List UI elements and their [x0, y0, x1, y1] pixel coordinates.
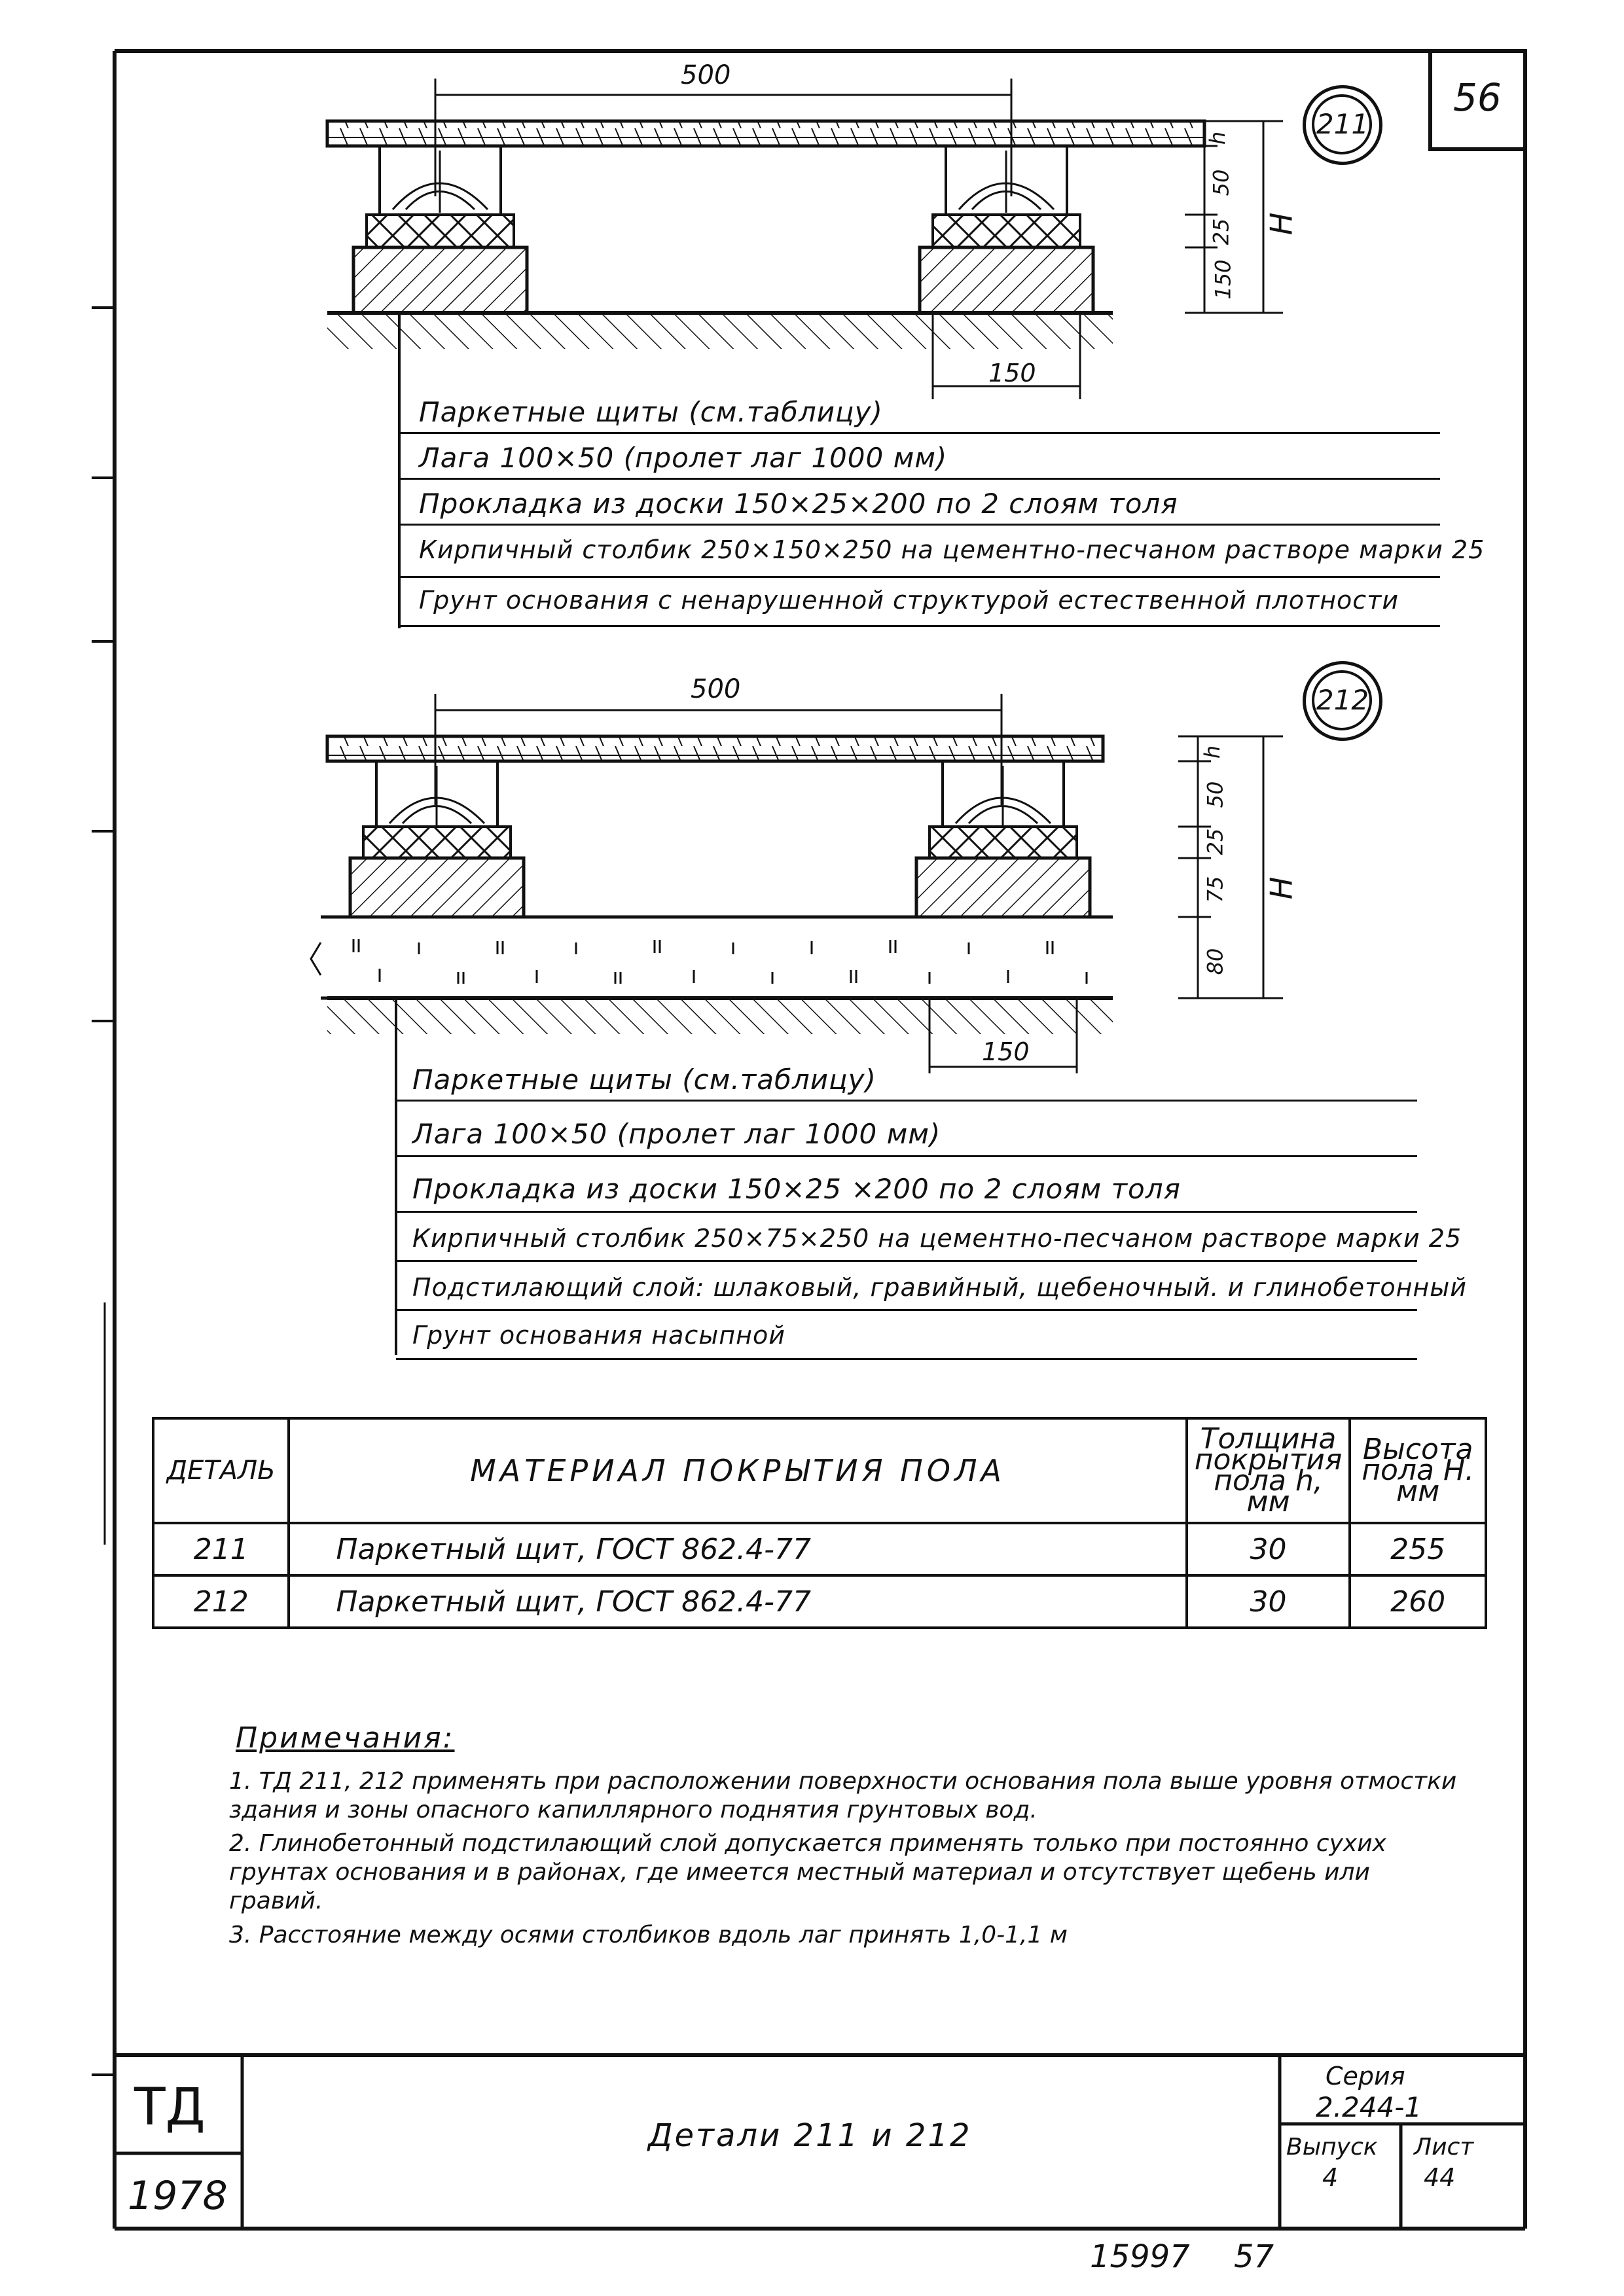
notes-title: Примечания:	[236, 1721, 455, 1755]
year: 1978	[128, 2173, 228, 2219]
note-3: 3. Расстояние между осями столбиков вдоль лаг принять 1,0-1,1 м	[229, 1922, 1068, 1948]
layer-211-1: Паркетные щиты (см.таблицу)	[419, 396, 883, 428]
layer-212-3: Прокладка из доски 150×25 ×200 по 2 слоям толя	[412, 1173, 1181, 1205]
dim-pad-212: 25	[1202, 828, 1228, 855]
row-height: 260	[1350, 1575, 1486, 1628]
dim-span-212: 500	[691, 674, 741, 704]
row-thickness: 30	[1187, 1575, 1350, 1628]
dim-H-212: H	[1263, 876, 1299, 900]
layer-211-5: Грунт основания с ненарушенной структурой естественной плотности	[419, 586, 1399, 615]
header-height: Высота пола Н. мм	[1350, 1418, 1486, 1523]
sheet-label: Лист	[1414, 2134, 1474, 2161]
row-detail: 212	[153, 1575, 289, 1628]
layer-212-2: Лага 100×50 (пролет лаг 1000 мм)	[412, 1118, 941, 1150]
dim-post-211: 150	[988, 359, 1036, 387]
dim-lag-211: 50	[1208, 169, 1234, 196]
dim-span-211: 500	[681, 60, 731, 90]
sheet-value: 44	[1424, 2163, 1456, 2192]
row-thickness: 30	[1187, 1523, 1350, 1575]
dim-base-211: 150	[1210, 259, 1236, 300]
dim-pad-211: 25	[1208, 218, 1234, 245]
header-thickness: Толщина покрытия пола h, мм	[1187, 1418, 1350, 1523]
layer-212-1: Паркетные щиты (см.таблицу)	[412, 1064, 876, 1096]
dim-post-212: 150	[982, 1037, 1030, 1066]
bottom-stamp: 15997	[1090, 2238, 1190, 2275]
drawing-title: Детали 211 и 212	[648, 2117, 972, 2154]
dim-h-212: h	[1200, 745, 1225, 759]
note-2: 2. Глинобетонный подстилающий слой допускается применять только при постоянно сухих грунтах основания и в районах, где имеется местный материал и отсутствует щебень или гравий.	[229, 1830, 1386, 1914]
bottom-page: 57	[1234, 2238, 1274, 2275]
row-height: 255	[1350, 1523, 1486, 1575]
dim-base-212: 75	[1202, 876, 1228, 903]
detail-212-number: 212	[1316, 684, 1369, 716]
header-detail: ДЕТАЛЬ	[153, 1418, 289, 1523]
org-code: ТД	[134, 2078, 206, 2137]
layer-211-3: Прокладка из доски 150×25×200 по 2 слоям толя	[419, 488, 1178, 520]
row-material: Паркетный щит, ГОСТ 862.4-77	[289, 1523, 1186, 1575]
dim-sub-212: 80	[1202, 948, 1228, 975]
dim-h-211: h	[1205, 131, 1231, 145]
row-material: Паркетный щит, ГОСТ 862.4-77	[289, 1575, 1186, 1628]
row-detail: 211	[153, 1523, 289, 1575]
series-label: Серия	[1326, 2062, 1405, 2090]
header-material: МАТЕРИАЛ ПОКРЫТИЯ ПОЛА	[289, 1418, 1186, 1523]
layer-212-5: Подстилающий слой: шлаковый, гравийный, щебеночный. и глинобетонный	[412, 1273, 1467, 1302]
issue-label: Выпуск	[1286, 2134, 1378, 2161]
dim-lag-212: 50	[1202, 781, 1228, 808]
layer-211-2: Лага 100×50 (пролет лаг 1000 мм)	[419, 442, 948, 474]
layer-212-4: Кирпичный столбик 250×75×250 на цементно-песчаном растворе марки 25	[412, 1224, 1462, 1253]
series-value: 2.244-1	[1316, 2091, 1422, 2123]
issue-value: 4	[1322, 2163, 1339, 2192]
layer-211-4: Кирпичный столбик 250×150×250 на цементно-песчаном растворе марки 25	[419, 535, 1485, 564]
layer-212-6: Грунт основания насыпной	[412, 1321, 785, 1350]
page-number: 56	[1453, 75, 1502, 120]
note-1: 1. ТД 211, 212 применять при расположении поверхности основания пола выше уровня отмостки здания и зоны опасного капиллярного поднятия грунтовых вод.	[229, 1768, 1457, 1823]
detail-211-number: 211	[1316, 108, 1369, 140]
dim-H-211: H	[1263, 212, 1299, 236]
